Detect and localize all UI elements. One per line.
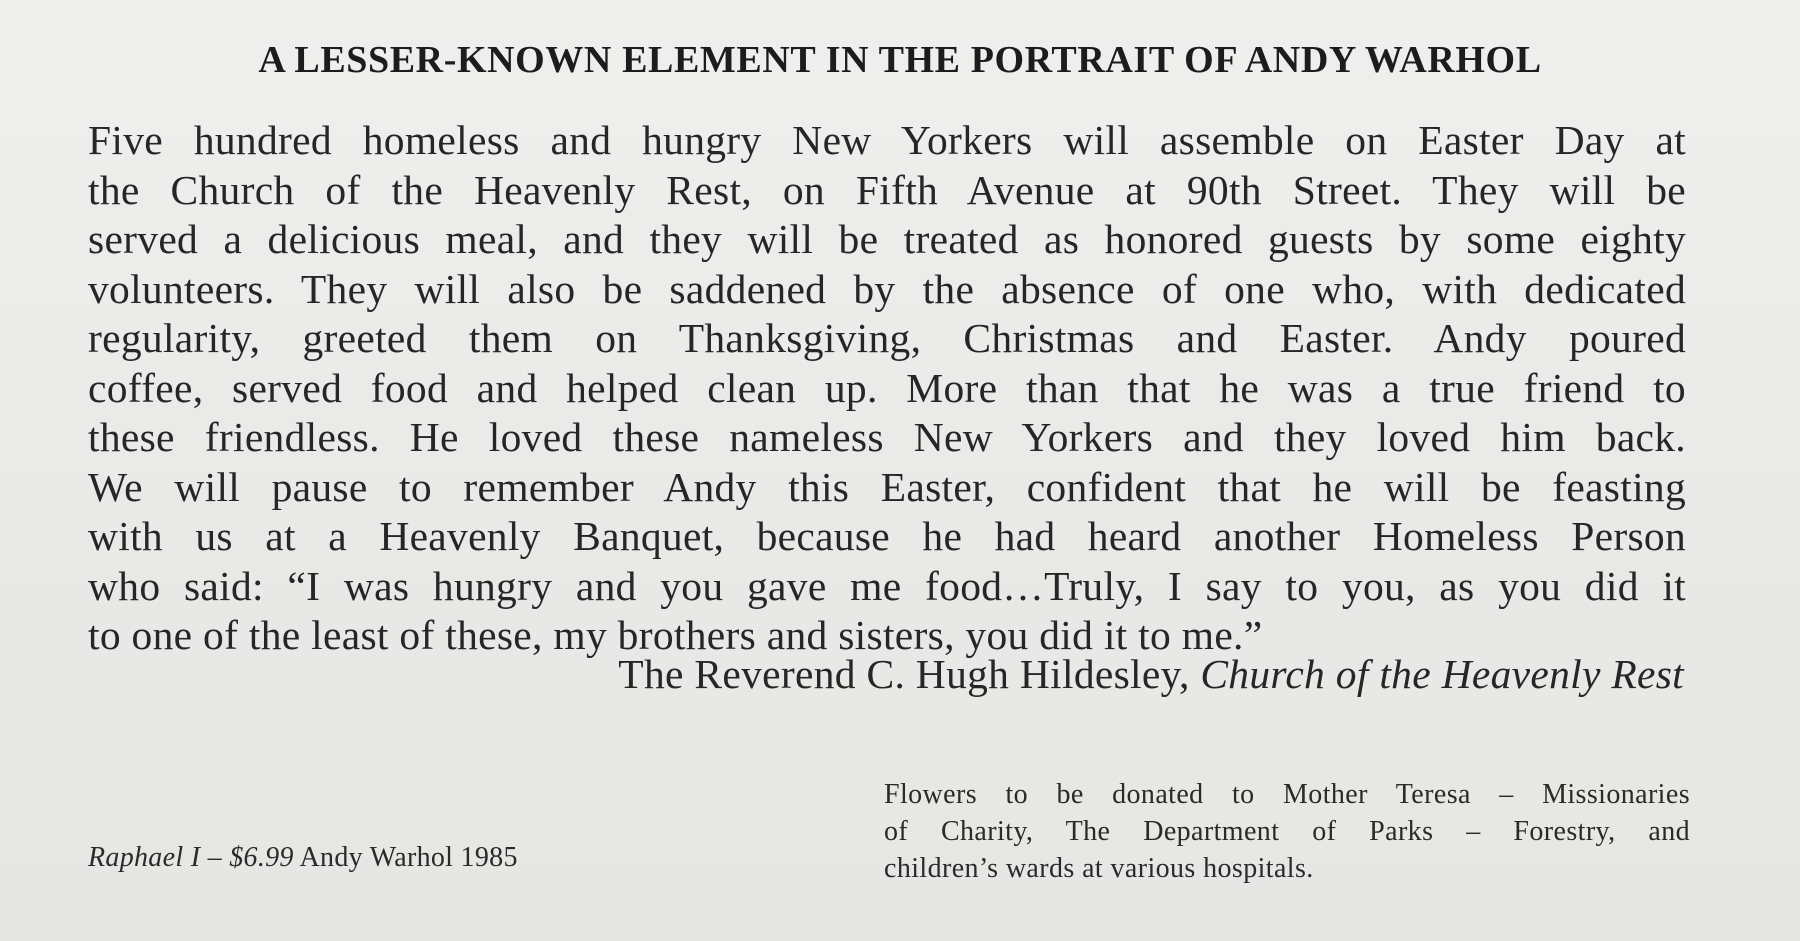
- body-line: served a delicious meal, and they will be treated as honored guests by some eighty: [88, 216, 1686, 262]
- body-line: the Church of the Heavenly Rest, on Fifth Avenue at 90th Street. They will be: [88, 166, 1686, 213]
- document-title: A LESSER-KNOWN ELEMENT IN THE PORTRAIT OF ANDY WARHOL: [258, 39, 1542, 81]
- flowers-note-line: children’s wards at various hospitals.: [884, 853, 1314, 884]
- body-line: coffee, served food and helped clean up. More than that he was a true friend to: [88, 364, 1686, 411]
- body-line: regularity, greeted them on Thanksgiving, Christmas and Easter. Andy poured: [88, 315, 1686, 361]
- body-paragraph: [88, 116, 1686, 661]
- attribution: [618, 650, 1684, 698]
- body-line: Five hundred homeless and hungry New Yorkers will assemble on Easter Day at: [88, 117, 1686, 163]
- artwork-caption-title: Raphael I – $6.99: [88, 842, 294, 873]
- flowers-note-line: Flowers to be donated to Mother Teresa – Missionaries: [884, 779, 1690, 810]
- attribution-name: The Reverend C. Hugh Hildesley,: [618, 651, 1190, 697]
- artwork-caption: [88, 842, 518, 874]
- body-line: with us at a Heavenly Banquet, because he had heard another Homeless Person: [88, 513, 1686, 559]
- flowers-note: [884, 776, 1690, 887]
- flowers-note-line: of Charity, The Department of Parks – Forestry, and: [884, 816, 1690, 847]
- body-line: We will pause to remember Andy this Easter, confident that he will be feasting: [88, 463, 1686, 510]
- body-line: these friendless. He loved these nameless New Yorkers and they loved him back.: [88, 414, 1686, 460]
- body-line: who said: “I was hungry and you gave me food…Truly, I say to you, as you did it: [88, 562, 1686, 609]
- body-line: to one of the least of these, my brothers and sisters, you did it to me.”: [88, 612, 1263, 658]
- artwork-caption-artist: Andy Warhol 1985: [299, 842, 518, 873]
- attribution-organization: Church of the Heavenly Rest: [1200, 651, 1684, 697]
- body-line: volunteers. They will also be saddened by the absence of one who, with dedicated: [88, 265, 1686, 312]
